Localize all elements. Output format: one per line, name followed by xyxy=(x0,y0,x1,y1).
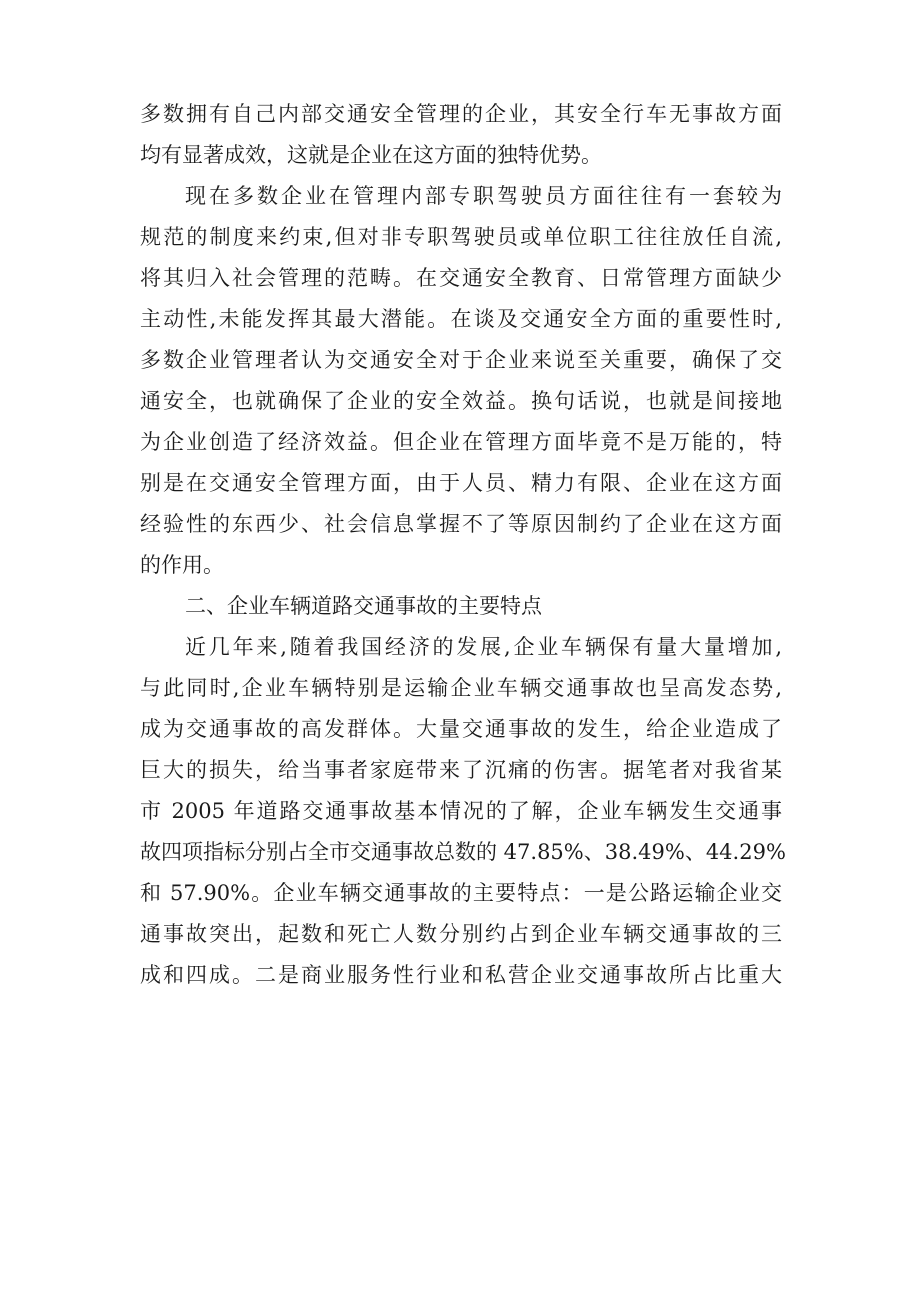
text-line: 将其归入社会管理的范畴。在交通安全教育、日常管理方面缺少 xyxy=(140,266,782,290)
text-line: 经验性的东西少、社会信息掌握不了等原因制约了企业在这方面 xyxy=(140,512,782,536)
text-line: 规范的制度来约束,但对非专职驾驶员或单位职工往往放任自流, xyxy=(140,225,782,249)
text-line: 故四项指标分别占全市交通事故总数的 47.85%、38.49%、44.29% xyxy=(140,840,786,864)
text-line: 巨大的损失，给当事者家庭带来了沉痛的伤害。据笔者对我省某 xyxy=(140,758,782,782)
paragraph-2 xyxy=(140,178,782,584)
text-line: 成为交通事故的高发群体。大量交通事故的发生，给企业造成了 xyxy=(140,717,782,741)
text-line: 为企业创造了经济效益。但企业在管理方面毕竟不是万能的，特 xyxy=(140,430,782,454)
text-line: 成和四成。二是商业服务性行业和私营企业交通事故所占比重大 xyxy=(140,963,782,987)
document-page xyxy=(140,96,786,998)
text-line: 别是在交通安全管理方面，由于人员、精力有限、企业在这方面 xyxy=(140,471,782,495)
paragraph-3 xyxy=(140,629,786,994)
text-line: 的作用。 xyxy=(140,553,224,577)
text-line: 市 2005 年道路交通事故基本情况的了解，企业车辆发生交通事 xyxy=(140,799,782,823)
text-line: 和 57.90%。企业车辆交通事故的主要特点：一是公路运输企业交 xyxy=(140,881,782,905)
text-line: 多数企业管理者认为交通安全对于企业来说至关重要，确保了交 xyxy=(140,348,782,372)
text-line: 现在多数企业在管理内部专职驾驶员方面往往有一套较为 xyxy=(185,184,782,208)
text-line: 与此同时,企业车辆特别是运输企业车辆交通事故也呈高发态势, xyxy=(140,676,782,700)
text-line: 近几年来,随着我国经济的发展,企业车辆保有量大量增加, xyxy=(185,635,782,659)
paragraph-1 xyxy=(140,96,782,174)
text-line: 均有显著成效，这就是企业在这方面的独特优势。 xyxy=(140,143,602,167)
section-heading: 二、企业车辆道路交通事故的主要特点 xyxy=(185,594,542,618)
text-line: 通事故突出，起数和死亡人数分别约占到企业车辆交通事故的三 xyxy=(140,922,782,946)
text-line: 多数拥有自己内部交通安全管理的企业，其安全行车无事故方面 xyxy=(140,102,782,126)
text-line: 主动性,未能发挥其最大潜能。在谈及交通安全方面的重要性时, xyxy=(140,307,782,331)
text-line: 通安全，也就确保了企业的安全效益。换句话说，也就是间接地 xyxy=(140,389,782,413)
